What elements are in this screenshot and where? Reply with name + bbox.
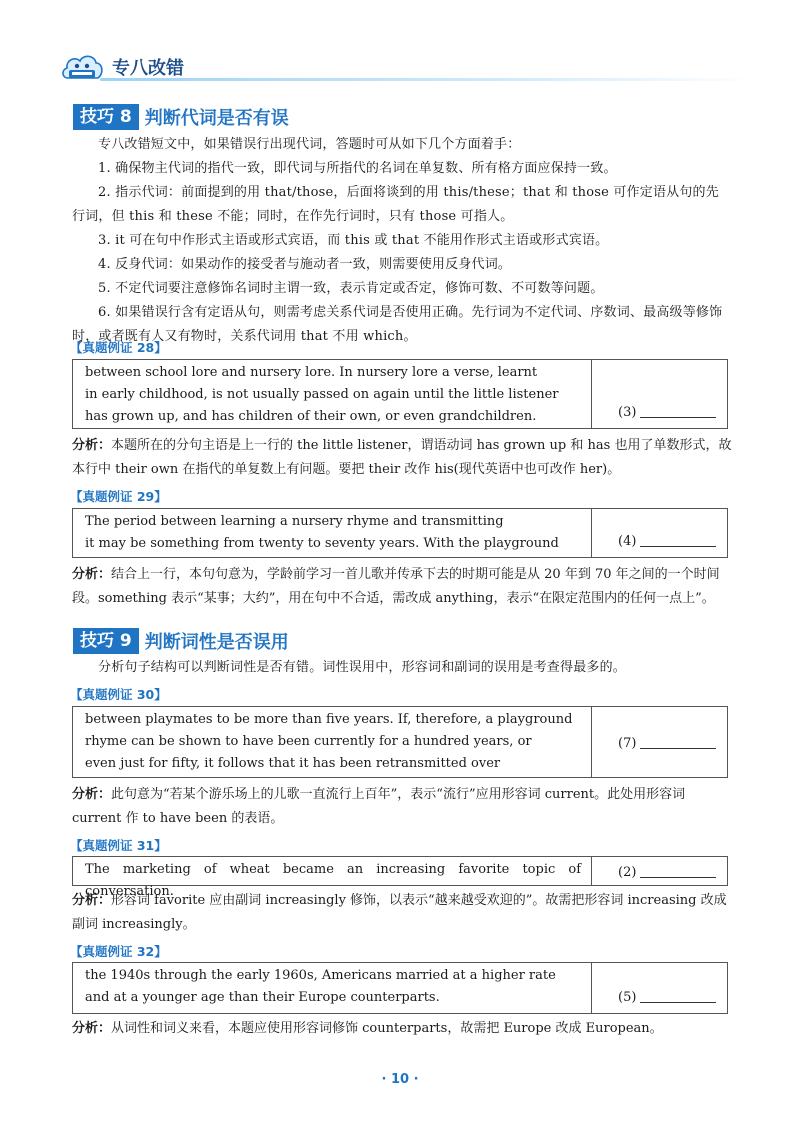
example-31-number: (2) [618,865,637,880]
example-30-analysis [72,783,732,831]
example-31-box [72,856,728,899]
example-28-number: (3) [618,405,637,420]
tip8-item-6: 6. 如果错误行含有定语从句，则需考虑关系代词是否使用正确。先行词为不定代词、序数词、最高级等修饰时，或者既有人又有物时，关系代词用 that 不用 which。 [72,305,723,344]
example-30-line-1: between playmates to be more than five years. If, therefore, a playground [85,712,573,727]
tip8-item-1: 1. 确保物主代词的指代一致，即代词与所指代的名词在单复数、所有格方面应保持一致。 [98,161,617,176]
example-29-analysis-label: 分析： [72,567,112,582]
example-30-analysis-text: 此句意为“若某个游乐场上的儿歌一直流行上百年”，表示“流行”应用形容词 current。此处用形容词 current 作 to have been 的表语。 [72,787,686,826]
example-29-blank[interactable] [640,546,716,547]
example-31-analysis-text: 形容词 favorite 应由副词 increasingly 修饰，以表示“越来越受欢迎的”。故需把形容词 increasing 改成副词 increasingly。 [72,893,727,932]
example-31-analysis-label: 分析： [72,893,112,908]
example-30-label: 【真题例证 30】 [70,687,167,702]
example-30-line-3: even just for fifty, it follows that it has been retransmitted over [85,756,501,771]
tip9-heading [73,628,289,656]
example-29-answer [592,509,727,557]
tip8-badge: 技巧 8 [73,104,139,130]
example-32-line-2: and at a younger age than their Europe counterparts. [85,990,440,1005]
example-32-answer [592,963,727,1013]
example-30-line-2: rhyme can be shown to have been currently for a hundred years, or [85,734,532,749]
tip8-intro: 专八改错短文中，如果错误行出现代词，答题时可从如下几个方面着手： [98,137,521,152]
tip9-title: 判断词性是否误用 [144,632,289,653]
tip8-body [72,133,732,349]
example-28-analysis-text: 本题所在的分句主语是上一行的 the little listener，谓语动词 has grown up 和 has 也用了单数形式，故本行中 their own 在指代的单复数上有问题。要把 their 改作 his(现代英语中也可改作 her)。 [72,438,732,477]
example-31-line-1: The marketing of wheat became an increasing favorite topic of conversation. [85,862,581,899]
example-29-analysis-text: 结合上一行，本句句意为，学龄前学习一首儿歌并传承下去的时期可能是从 20 年到 70 年之间的一个时间段。something 表示“某事；大约”，用在句中不合适，需改成 anything，表示“在限定范围内的任何一点上”。 [72,567,720,606]
header-title: 专八改错 [112,58,184,79]
tip8-item-5: 5. 不定代词要注意修饰名词时主谓一致，表示肯定或否定，修饰可数、不可数等问题。 [98,281,604,296]
example-28-analysis [72,434,732,482]
example-32-blank[interactable] [640,1002,716,1003]
example-32-analysis [72,1017,732,1041]
example-28-analysis-label: 分析： [72,438,112,453]
example-31-blank[interactable] [640,877,716,878]
example-30-box [72,706,728,778]
page-number: · 10 · [381,1072,419,1087]
tip9-badge: 技巧 9 [73,628,139,654]
example-28-answer [592,360,727,428]
example-31-text [73,857,592,899]
example-31-label: 【真题例证 31】 [70,838,167,853]
example-32-label: 【真题例证 32】 [70,944,167,959]
example-30-text [73,707,592,777]
tip8-item-4: 4. 反身代词：如果动作的接受者与施动者一致，则需要使用反身代词。 [98,257,512,272]
example-29-label: 【真题例证 29】 [70,489,167,504]
example-30-answer [592,707,727,777]
tip8-heading [73,104,289,132]
example-32-analysis-label: 分析： [72,1021,112,1036]
example-31-answer [592,857,727,885]
example-32-text [73,963,592,1013]
tip8-title: 判断代词是否有误 [144,108,289,129]
example-28-label: 【真题例证 28】 [70,340,167,355]
example-31-analysis [72,889,732,937]
example-29-analysis [72,563,732,611]
example-28-line-3: has grown up, and has children of their own, or even grandchildren. [85,409,537,424]
example-28-line-2: in early childhood, is not usually passed on again until the little listener [85,387,559,402]
example-32-analysis-text: 从词性和词义来看，本题应使用形容词修饰 counterparts，故需把 Europe 改成 European。 [111,1021,663,1036]
header-rule [100,78,760,81]
example-30-blank[interactable] [640,748,716,749]
example-29-box [72,508,728,558]
example-29-line-2: it may be something from twenty to seventy years. With the playground [85,536,559,551]
tip8-item-2: 2. 指示代词：前面提到的用 that/those，后面将谈到的用 this/these；that 和 those 可作定语从句的先行词，但 this 和 these 不能；同时，在作先行词时，只有 those 可指人。 [72,185,719,224]
example-28-line-1: between school lore and nursery lore. In nursery lore a verse, learnt [85,365,538,380]
example-29-text [73,509,592,557]
tip9-body [72,656,732,680]
example-28-blank[interactable] [640,417,716,418]
example-28-box [72,359,728,429]
example-29-line-1: The period between learning a nursery rhyme and transmitting [85,514,504,529]
tip9-intro: 分析句子结构可以判断词性是否有错。词性误用中，形容词和副词的误用是考查得最多的。 [98,660,627,675]
tip8-item-3: 3. it 可在句中作形式主语或形式宾语，而 this 或 that 不能用作形式主语或形式宾语。 [98,233,609,248]
example-32-line-1: the 1940s through the early 1960s, Americans married at a higher rate [85,968,556,983]
example-29-number: (4) [618,534,637,549]
example-28-text [73,360,592,428]
cloud-mascot-icon [60,50,104,84]
page-header [60,48,760,88]
example-32-number: (5) [618,990,637,1005]
example-32-box [72,962,728,1014]
example-30-number: (7) [618,736,637,751]
example-30-analysis-label: 分析： [72,787,112,802]
